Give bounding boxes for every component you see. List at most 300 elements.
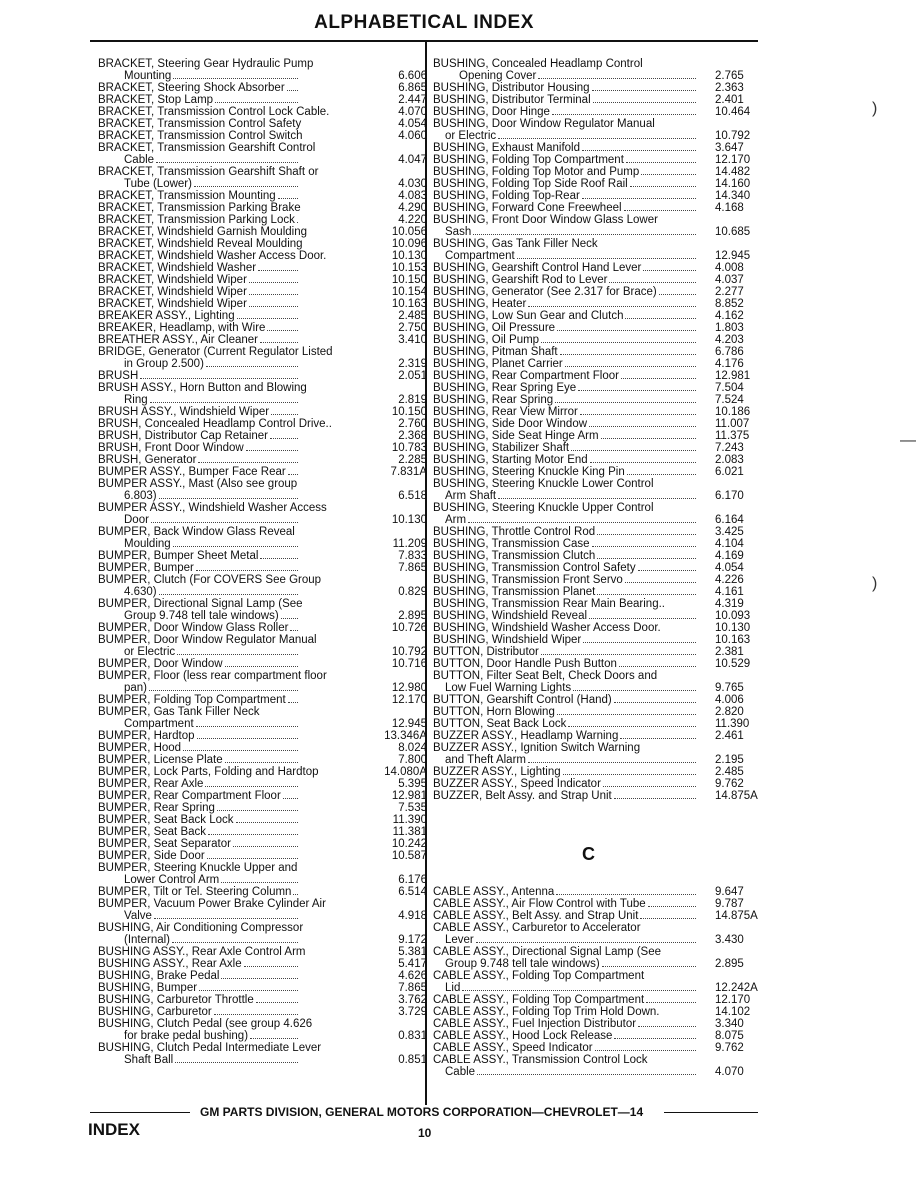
entry-label: BUSHING, Front Door Window Glass Lower xyxy=(433,214,658,226)
index-entry xyxy=(98,1018,360,1030)
entry-label: BUSHING, Transmission Clutch xyxy=(433,550,596,562)
dot-leader xyxy=(233,846,298,847)
entry-label: BUSHING, Transmission Control Safety xyxy=(433,562,636,574)
dot-leader xyxy=(293,894,298,895)
index-entry xyxy=(98,202,427,214)
entry-group-number: 11.375 xyxy=(715,430,750,442)
margin-mark: ) xyxy=(872,100,878,117)
index-entry xyxy=(433,310,748,322)
entry-label: CABLE ASSY., Carburetor to Accelerator xyxy=(433,922,641,934)
entry-group-number: 3.762 xyxy=(398,994,427,1006)
index-entry xyxy=(433,226,751,238)
index-entry xyxy=(98,634,360,646)
index-entry xyxy=(98,562,427,574)
dot-leader xyxy=(582,150,696,151)
entry-group-number: 4.054 xyxy=(715,562,744,574)
entry-group-number: 7.833 xyxy=(398,550,427,562)
entry-label: BUMPER, Lock Parts, Folding and Hardtop xyxy=(98,766,319,778)
index-entry xyxy=(433,574,748,586)
index-entry xyxy=(98,430,427,442)
index-entry xyxy=(98,778,427,790)
dot-leader xyxy=(271,414,298,415)
index-entry xyxy=(98,898,360,910)
index-entry xyxy=(433,622,751,634)
entry-group-number: 3.340 xyxy=(715,1018,744,1030)
dot-leader xyxy=(614,798,696,799)
entry-label: BUSHING, Transmission Rear Main Bearing.. xyxy=(433,598,665,610)
entry-label: Compartment xyxy=(124,718,194,730)
entry-label: BUMPER, Floor (less rear compartment floor xyxy=(98,670,327,682)
entry-group-number: 9.172 xyxy=(398,934,427,946)
entry-label: BRACKET, Stop Lamp xyxy=(98,94,214,106)
index-entry xyxy=(433,514,748,526)
dot-leader xyxy=(246,450,298,451)
dot-leader xyxy=(177,654,298,655)
entry-group-number: 2.765 xyxy=(715,70,744,82)
entry-label: BRACKET, Transmission Control Lock Cable. xyxy=(98,106,330,118)
entry-group-number: 10.529 xyxy=(715,658,751,670)
dot-leader xyxy=(196,726,298,727)
index-entry xyxy=(433,694,748,706)
dot-leader xyxy=(528,762,696,763)
entry-label: BRACKET, Transmission Mounting xyxy=(98,190,276,202)
entry-group-number: 4.169 xyxy=(715,550,744,562)
index-entry xyxy=(98,550,427,562)
index-entry xyxy=(433,106,751,118)
entry-label: BRUSH, Front Door Window xyxy=(98,442,244,454)
index-entry xyxy=(433,394,748,406)
index-entry xyxy=(98,274,427,286)
entry-label: BUSHING, Side Seat Hinge Arm xyxy=(433,430,599,442)
entry-label: BUSHING, Brake Pedal xyxy=(98,970,220,982)
dot-leader xyxy=(659,294,696,295)
entry-label: BRACKET, Windshield Wiper xyxy=(98,286,247,298)
entry-group-number: 12.945 xyxy=(715,250,751,262)
entry-label: BUMPER, License Plate xyxy=(98,754,223,766)
entry-label: BUMPER, Rear Spring xyxy=(98,802,215,814)
dot-leader xyxy=(287,90,298,91)
index-entry xyxy=(98,1006,427,1018)
entry-group-number: 11.007 xyxy=(715,418,750,430)
index-entry xyxy=(98,226,427,238)
index-entry xyxy=(98,490,427,502)
entry-label: BUSHING, Side Door Window xyxy=(433,418,588,430)
entry-group-number: 14.875A xyxy=(715,790,758,802)
entry-group-number: 3.647 xyxy=(715,142,744,154)
dot-leader xyxy=(244,966,298,967)
entry-group-number: 10.150 xyxy=(391,274,427,286)
entry-group-number: 10.130 xyxy=(391,514,427,526)
entry-label: Ring xyxy=(124,394,148,406)
entry-label: BRACKET, Windshield Wiper xyxy=(98,274,247,286)
entry-group-number: 12.981 xyxy=(715,370,751,382)
entry-group-number: 3.425 xyxy=(715,526,744,538)
margin-mark: — xyxy=(900,432,916,449)
entry-group-number: 9.787 xyxy=(715,898,744,910)
entry-group-number: 2.363 xyxy=(715,82,744,94)
index-entry xyxy=(433,634,751,646)
dot-leader xyxy=(556,894,696,895)
dot-leader xyxy=(590,462,696,463)
index-entry xyxy=(98,886,427,898)
entry-label: BRUSH, Distributor Cap Retainer xyxy=(98,430,269,442)
entry-label: CABLE ASSY., Folding Top Trim Hold Down. xyxy=(433,1006,660,1018)
dot-leader xyxy=(215,102,298,103)
entry-label: BRACKET, Transmission Control Safety xyxy=(98,118,302,130)
index-entry xyxy=(433,466,748,478)
index-entry xyxy=(433,430,748,442)
entry-label: BUSHING, Folding Top Compartment xyxy=(433,154,624,166)
index-entry xyxy=(433,550,748,562)
entry-group-number: 4.176 xyxy=(715,358,744,370)
entry-group-number: 11.381 xyxy=(392,826,427,838)
index-entry xyxy=(433,274,748,286)
index-entry xyxy=(98,994,427,1006)
entry-label: BUMPER ASSY., Bumper Face Rear xyxy=(98,466,286,478)
entry-group-number: 4.226 xyxy=(715,574,744,586)
entry-group-number: 12.981 xyxy=(391,790,427,802)
index-entry xyxy=(98,730,427,742)
index-label: INDEX xyxy=(88,1120,140,1139)
dot-leader xyxy=(194,186,298,187)
index-entry xyxy=(98,442,427,454)
entry-label: Mounting xyxy=(124,70,172,82)
entry-group-number: 14.482 xyxy=(715,166,751,178)
index-entry xyxy=(98,622,427,634)
entry-group-number: 8.075 xyxy=(715,1030,744,1042)
entry-label: BRACKET, Windshield Garnish Moulding xyxy=(98,226,308,238)
footer-rule-left xyxy=(90,1112,190,1113)
entry-label: BRUSH xyxy=(98,370,139,382)
entry-label: BUMPER, Back Window Glass Reveal xyxy=(98,526,295,538)
dot-leader xyxy=(221,978,298,979)
dot-leader xyxy=(643,270,696,271)
dot-leader xyxy=(149,690,298,691)
index-entry xyxy=(433,202,748,214)
entry-group-number: 2.485 xyxy=(398,310,427,322)
entry-group-number: 7.243 xyxy=(715,442,744,454)
index-entry xyxy=(433,286,748,298)
entry-group-number: 2.895 xyxy=(398,610,427,622)
entry-group-number: 3.410 xyxy=(398,334,427,346)
entry-label: BUSHING, Door Hinge xyxy=(433,106,550,118)
dot-leader xyxy=(249,294,298,295)
entry-group-number: 7.865 xyxy=(398,982,427,994)
entry-label: CABLE ASSY., Folding Top Compartment xyxy=(433,970,645,982)
index-entry xyxy=(98,454,427,466)
entry-group-number: 2.381 xyxy=(715,646,744,658)
dot-leader xyxy=(603,786,696,787)
entry-label: BUSHING, Windshield Washer Access Door. xyxy=(433,622,661,634)
dot-leader xyxy=(592,90,696,91)
entry-group-number: 4.054 xyxy=(398,118,427,130)
index-entry xyxy=(98,1030,427,1042)
index-entry xyxy=(98,586,427,598)
entry-label: BUSHING, Stabilizer Shaft xyxy=(433,442,570,454)
index-column-right xyxy=(433,58,758,802)
index-entry xyxy=(433,682,748,694)
index-entry xyxy=(433,346,748,358)
dot-leader xyxy=(625,582,696,583)
index-entry xyxy=(433,238,748,250)
dot-leader xyxy=(640,918,696,919)
index-entry xyxy=(433,526,748,538)
dot-leader xyxy=(595,1050,696,1051)
index-entry xyxy=(433,1054,748,1066)
index-entry xyxy=(98,406,427,418)
entry-group-number: 4.319 xyxy=(715,598,744,610)
index-entry xyxy=(98,418,427,430)
index-entry xyxy=(98,826,427,838)
entry-label: and Theft Alarm xyxy=(445,754,526,766)
dot-leader xyxy=(175,1062,298,1063)
index-entry xyxy=(98,502,360,514)
entry-group-number: 14.340 xyxy=(715,190,751,202)
entry-label: BRACKET, Steering Gear Hydraulic Pump xyxy=(98,58,314,70)
entry-group-number: 11.209 xyxy=(392,538,427,550)
entry-label: BUZZER ASSY., Lighting xyxy=(433,766,561,778)
entry-label: Sash xyxy=(445,226,472,238)
entry-group-number: 4.290 xyxy=(398,202,427,214)
dot-leader xyxy=(648,906,696,907)
dot-leader xyxy=(624,210,696,211)
dot-leader xyxy=(207,858,298,859)
index-entry xyxy=(433,562,748,574)
entry-label: BUSHING, Oil Pressure xyxy=(433,322,556,334)
entry-label: BUSHING, Distributor Terminal xyxy=(433,94,591,106)
dot-leader xyxy=(498,138,696,139)
entry-group-number: 9.765 xyxy=(715,682,744,694)
index-entry xyxy=(433,358,748,370)
entry-label: BUSHING, Concealed Headlamp Control xyxy=(433,58,643,70)
index-entry xyxy=(98,658,427,670)
entry-group-number: 6.865 xyxy=(398,82,427,94)
dot-leader xyxy=(172,942,298,943)
footer-rule-right xyxy=(664,1112,758,1113)
entry-group-number: 10.163 xyxy=(715,634,751,646)
entry-group-number: 2.461 xyxy=(715,730,744,742)
dot-leader xyxy=(208,834,298,835)
dot-leader xyxy=(205,786,298,787)
dot-leader xyxy=(541,654,696,655)
entry-label: Group 9.748 tell tale windows) xyxy=(445,958,600,970)
entry-label: BUSHING, Steering Knuckle King Pin xyxy=(433,466,625,478)
entry-label: BUZZER ASSY., Headlamp Warning xyxy=(433,730,619,742)
entry-label: BUSHING, Gearshift Rod to Lever xyxy=(433,274,608,286)
index-entry xyxy=(433,406,751,418)
index-entry xyxy=(433,1042,748,1054)
entry-group-number: 9.762 xyxy=(715,1042,744,1054)
index-entry xyxy=(433,982,758,994)
index-entry xyxy=(98,682,427,694)
entry-label: BUSHING, Forward Cone Freewheel xyxy=(433,202,622,214)
index-entry xyxy=(98,298,427,310)
entry-group-number: 6.786 xyxy=(715,346,744,358)
index-entry xyxy=(98,106,427,118)
entry-label: CABLE ASSY., Antenna xyxy=(433,886,555,898)
entry-group-number: 4.008 xyxy=(715,262,744,274)
entry-label: BUTTON, Gearshift Control (Hand) xyxy=(433,694,612,706)
entry-label: BUSHING, Air Conditioning Compressor xyxy=(98,922,304,934)
entry-label: BUMPER, Seat Separator xyxy=(98,838,231,850)
dot-leader xyxy=(159,594,298,595)
index-entry xyxy=(433,922,748,934)
dot-leader xyxy=(620,738,696,739)
entry-group-number: 2.051 xyxy=(398,370,427,382)
index-entry xyxy=(98,94,427,106)
entry-label: Arm Shaft xyxy=(445,490,497,502)
index-entry xyxy=(98,694,427,706)
entry-group-number: 7.865 xyxy=(398,562,427,574)
entry-label: BUMPER, Rear Axle xyxy=(98,778,204,790)
dot-leader xyxy=(217,810,298,811)
entry-group-number: 10.464 xyxy=(715,106,751,118)
entry-label: BUSHING, Low Sun Gear and Clutch xyxy=(433,310,624,322)
dot-leader xyxy=(582,198,696,199)
entry-group-number: 8.852 xyxy=(715,298,744,310)
entry-label: BUMPER ASSY., Windshield Washer Access xyxy=(98,502,327,514)
entry-group-number: 4.918 xyxy=(398,910,427,922)
entry-label: BUSHING, Rear Spring Eye xyxy=(433,382,577,394)
page-title: ALPHABETICAL INDEX xyxy=(314,12,534,33)
entry-label: BRACKET, Windshield Washer Access Door. xyxy=(98,250,327,262)
entry-label: BRACKET, Steering Shock Absorber xyxy=(98,82,285,94)
entry-group-number: 4.047 xyxy=(398,154,427,166)
entry-label: BUSHING, Throttle Control Rod xyxy=(433,526,596,538)
dot-leader xyxy=(646,1002,696,1003)
entry-label: BUMPER, Tilt or Tel. Steering Column xyxy=(98,886,292,898)
dot-leader xyxy=(260,558,298,559)
dot-leader xyxy=(626,162,696,163)
index-entry xyxy=(98,166,360,178)
index-entry xyxy=(433,886,748,898)
index-entry xyxy=(433,58,748,70)
index-entry xyxy=(98,718,427,730)
entry-label: BUMPER, Steering Knuckle Upper and xyxy=(98,862,298,874)
index-entry xyxy=(98,382,360,394)
entry-label: Cable xyxy=(124,154,155,166)
index-entry xyxy=(433,454,748,466)
dot-leader xyxy=(173,78,298,79)
entry-label: Group 9.748 tell tale windows) xyxy=(124,610,279,622)
page-number: 10 xyxy=(418,1126,432,1140)
index-entry xyxy=(98,310,427,322)
index-entry xyxy=(433,418,748,430)
index-entry xyxy=(98,706,360,718)
entry-group-number: 6.518 xyxy=(398,490,427,502)
entry-group-number: 10.130 xyxy=(391,250,427,262)
index-entry xyxy=(433,778,748,790)
dot-leader xyxy=(150,402,298,403)
entry-group-number: 0.851 xyxy=(398,1054,427,1066)
dot-leader xyxy=(225,762,298,763)
index-entry xyxy=(433,118,748,130)
index-entry xyxy=(98,838,427,850)
dot-leader xyxy=(583,642,696,643)
dot-leader xyxy=(196,570,298,571)
entry-group-number: 2.277 xyxy=(715,286,744,298)
entry-label: Shaft Ball xyxy=(124,1054,174,1066)
entry-group-number: 10.792 xyxy=(391,646,427,658)
entry-label: BUMPER, Hood xyxy=(98,742,182,754)
index-entry xyxy=(433,646,748,658)
dot-leader xyxy=(630,186,696,187)
entry-label: (Internal) xyxy=(124,934,171,946)
index-entry xyxy=(433,130,751,142)
entry-label: BUMPER, Folding Top Compartment xyxy=(98,694,286,706)
margin-mark: ) xyxy=(872,575,878,592)
entry-group-number: 2.319 xyxy=(398,358,427,370)
dot-leader xyxy=(601,438,696,439)
dot-leader xyxy=(151,522,298,523)
index-entry xyxy=(98,190,427,202)
entry-group-number: 0.829 xyxy=(398,586,427,598)
dot-leader xyxy=(462,990,696,991)
entry-label: BUSHING, Steering Knuckle Lower Control xyxy=(433,478,654,490)
index-entry xyxy=(98,670,360,682)
dot-leader xyxy=(597,534,696,535)
entry-label: BRACKET, Transmission Gearshift Shaft or xyxy=(98,166,319,178)
index-entry xyxy=(98,82,427,94)
entry-label: BREAKER, Headlamp, with Wire xyxy=(98,322,266,334)
index-entry xyxy=(433,490,748,502)
index-entry xyxy=(98,130,427,142)
entry-label: BUSHING, Rear View Mirror xyxy=(433,406,578,418)
entry-label: Lever xyxy=(445,934,474,946)
entry-label: BUSHING, Gas Tank Filler Neck xyxy=(433,238,598,250)
entry-label: BRUSH, Generator xyxy=(98,454,197,466)
entry-label: BUMPER, Directional Signal Lamp (See xyxy=(98,598,303,610)
entry-group-number: 10.242 xyxy=(391,838,427,850)
entry-label: BUSHING, Steering Knuckle Upper Control xyxy=(433,502,654,514)
index-entry xyxy=(433,502,748,514)
index-entry xyxy=(433,598,748,610)
entry-group-number: 2.285 xyxy=(398,454,427,466)
entry-label: BUSHING, Exhaust Manifold xyxy=(433,142,581,154)
dot-leader xyxy=(557,714,696,715)
index-entry xyxy=(98,214,427,226)
title-rule xyxy=(90,40,758,42)
index-entry xyxy=(98,70,427,82)
entry-group-number: 2.820 xyxy=(715,706,744,718)
entry-group-number: 12.170 xyxy=(391,694,427,706)
dot-leader xyxy=(156,162,298,163)
index-entry xyxy=(433,478,748,490)
index-entry xyxy=(98,154,427,166)
entry-group-number: 6.606 xyxy=(398,70,427,82)
entry-group-number: 2.485 xyxy=(715,766,744,778)
entry-label: BUZZER, Belt Assy. and Strap Unit xyxy=(433,790,612,802)
entry-group-number: 4.626 xyxy=(398,970,427,982)
entry-group-number: 5.381 xyxy=(398,946,427,958)
entry-group-number: 7.524 xyxy=(715,394,744,406)
entry-group-number: 3.430 xyxy=(715,934,744,946)
index-entry xyxy=(98,478,360,490)
entry-group-number: 2.195 xyxy=(715,754,744,766)
entry-group-number: 2.083 xyxy=(715,454,744,466)
index-entry xyxy=(98,286,427,298)
dot-leader xyxy=(199,990,298,991)
entry-group-number: 4.070 xyxy=(715,1066,744,1078)
dot-leader xyxy=(641,174,696,175)
entry-group-number: 6.021 xyxy=(715,466,744,478)
entry-group-number: 12.170 xyxy=(715,154,751,166)
entry-group-number: 4.162 xyxy=(715,310,744,322)
entry-group-number: 4.104 xyxy=(715,538,744,550)
entry-group-number: 10.685 xyxy=(715,226,751,238)
index-entry xyxy=(433,178,751,190)
index-entry xyxy=(433,946,748,958)
